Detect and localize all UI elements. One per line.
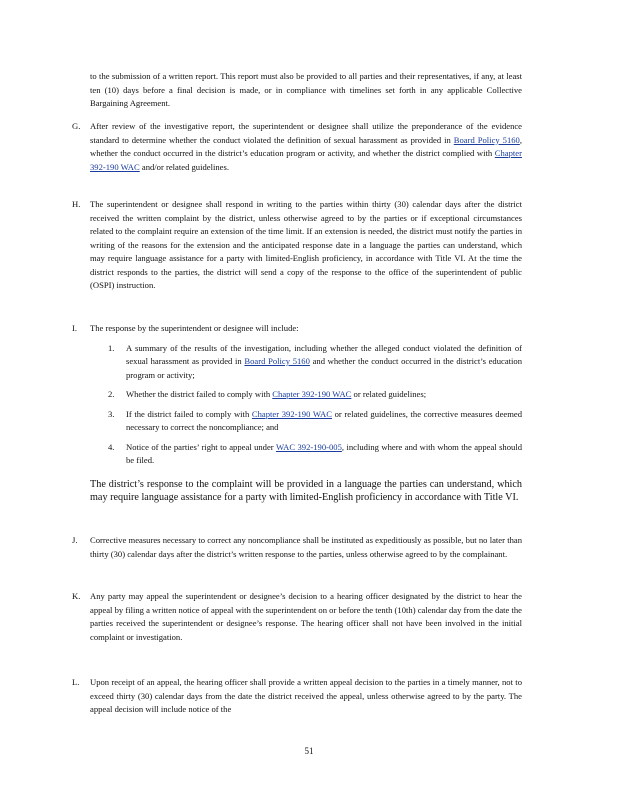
section-h	[72, 198, 522, 293]
wac-section-link[interactable]: WAC 392-190-005	[275, 441, 342, 452]
page-number: 51	[304, 746, 314, 756]
list-number: 3.	[108, 408, 115, 419]
section-body: The superintendent or designee shall respond in writing to the parties within thirty (30) calendar days after the district received the written complaint by the district, unless otherwise agreed to by the parties or if exceptional circumstances related to the complaint require an extension of the time limit. If an extension is needed, the district must notify the parties in writing of the reasons for the extension and the anticipated response date in a language the parties can understand, which may require language assistance for a party with limited-English proficiency, in accordance with Title VI. At the time the district responds to the parties, the district will send a copy of the response to the office of the superintendent of public (OSPI) instruction.	[90, 199, 522, 290]
section-letter: J.	[72, 535, 78, 545]
board-policy-link[interactable]: Board Policy 5160	[244, 356, 310, 366]
section-body: After review of the investigative report, the superintendent or designee shall utilize the preponderance of the evidence standard to determine whether the conduct violated the definition of sexual harassment as provided in Board Policy 5160, whether the conduct occurred in the district’s education program or activity, and whether the district complied with Chapter 392-190 WAC and/or related guidelines.	[90, 121, 522, 172]
response-lead: The response by the superintendent or designee will include:	[90, 323, 299, 333]
list-item: 4. Notice of the parties’ right to appeal under WAC 392-190-005, including where and with whom the appeal should be filed.	[108, 441, 523, 465]
list-number: 1.	[108, 342, 115, 353]
list-number: 2.	[108, 389, 115, 399]
section-letter: G.	[72, 121, 81, 131]
intro-paragraph: to the submission of a written report. This report must also be provided to all parties and their representatives, if any, at least ten (10) days before a final decision is made, or in compliance with timelines set forth in any applicable Collective Bargaining Agreement.	[90, 71, 522, 108]
list-number: 4.	[108, 441, 115, 452]
section-body: Upon receipt of an appeal, the hearing officer shall provide a written appeal decision to the parties in a timely manner, not to exceed thirty (30) calendar days from the date the district received the appeal, unless otherwise agreed to by the party. The appeal decision will include notice of the	[90, 677, 522, 714]
section-i	[72, 322, 522, 505]
section-letter: K.	[72, 591, 81, 601]
board-policy-link[interactable]: Board Policy 5160	[453, 134, 520, 145]
wac-chapter-link[interactable]: Chapter 392-190 WAC	[251, 408, 332, 419]
response-language-note: The district’s response to the complaint will be provided in a language the parties can understand, which may require language assistance for a party with limited-English proficiency in accordance with Title VI.	[90, 478, 522, 503]
section-body	[90, 322, 522, 505]
list-item: 1. A summary of the results of the investigation, including whether the alleged conduct violated the definition of sexual harassment as provided in Board Policy 5160 and whether the conduct occurred in the district’s education program or activity;	[108, 342, 523, 380]
wac-chapter-link[interactable]: Chapter 392-190 WAC	[272, 389, 352, 399]
section-body: Corrective measures necessary to correct any noncompliance shall be instituted as expeditiously as possible, but no later than thirty (30) calendar days after the district’s written response to the parties, unless otherwise agreed to by the complainant.	[90, 535, 522, 559]
list-item: 2. Whether the district failed to comply with Chapter 392-190 WAC or related guidelines;	[108, 388, 522, 402]
section-j	[72, 534, 522, 561]
section-k	[72, 590, 522, 644]
section-letter: I.	[72, 323, 78, 333]
section-g	[72, 120, 522, 174]
list-item: 3. If the district failed to comply with Chapter 392-190 WAC or related guidelines, the corrective measures deemed necessary to correct the noncompliance; and	[108, 408, 523, 432]
section-letter: L.	[72, 677, 80, 687]
section-l	[72, 676, 522, 717]
wac-chapter-link[interactable]: Chapter 392-190 WAC	[90, 148, 522, 172]
section-letter: H.	[72, 199, 81, 209]
section-body: Any party may appeal the superintendent or designee’s decision to a hearing officer designated by the district to hear the appeal by filing a written notice of appeal with the superintendent on or before the tenth (10th) calendar day from the date the parties received the superintendent or designee’s response. The hearing officer shall not have been involved in the initial complaint or investigation.	[90, 591, 522, 642]
